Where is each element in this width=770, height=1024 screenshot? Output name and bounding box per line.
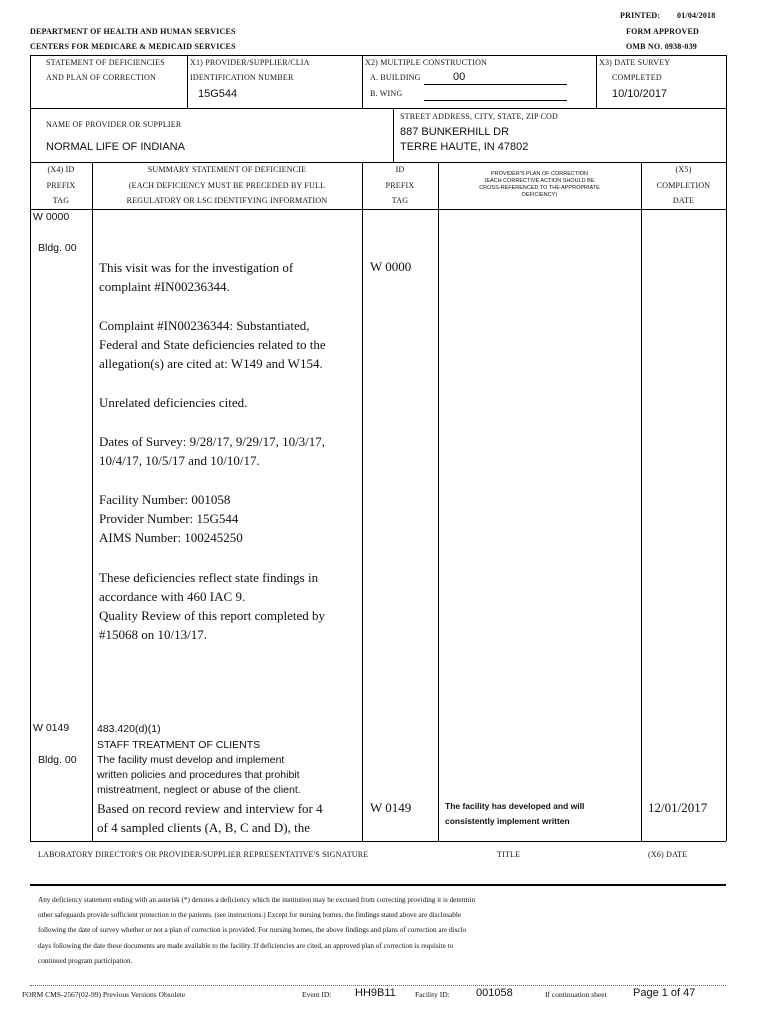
entry1-text: These deficiencies reflect state findings in: [99, 570, 319, 585]
entry1-text: Complaint #IN00236344: Substantiated,: [99, 318, 310, 333]
entry1-text: AIMS Number: 100245250: [99, 530, 243, 545]
provider-name-label: NAME OF PROVIDER OR SUPPLIER: [46, 120, 182, 129]
summary-header: (EACH DEFICIENCY MUST BE PRECEDED BY FULL: [128, 181, 326, 190]
continuation-label: If continuation sheet: [545, 990, 607, 999]
entry1-text: 10/4/17, 10/5/17 and 10/10/17.: [99, 453, 260, 468]
entry1-text: Federal and State deficiencies related to the: [99, 337, 326, 352]
grid-line: [641, 162, 642, 841]
grid-line: [30, 55, 726, 56]
provider-name-value: NORMAL LIFE OF INDIANA: [46, 141, 185, 153]
entry2-standard: The facility must develop and implement: [97, 754, 285, 766]
printed-date: 01/04/2018: [677, 11, 716, 20]
entry2-plan: consistently implement written: [445, 816, 570, 826]
id-header: TAG: [391, 196, 409, 205]
entry2-text: of 4 sampled clients (A, B, C and D), the: [97, 820, 311, 835]
wing-underline: [424, 100, 567, 101]
entry2-bldg: Bldg. 00: [38, 754, 77, 766]
entry1-text: Quality Review of this report completed by: [99, 608, 326, 623]
x5-header: DATE: [672, 196, 695, 205]
provider-id-label: X1) PROVIDER/SUPPLIER/CLIA: [190, 58, 310, 67]
centers-name: CENTERS FOR MEDICARE & MEDICAID SERVICES: [30, 42, 236, 51]
entry2-standard: written policies and procedures that prohibit: [97, 769, 300, 781]
divider: [30, 985, 726, 986]
address-label: STREET ADDRESS, CITY, STATE, ZIP COD: [400, 112, 558, 121]
omb-number: OMB NO. 0938-039: [626, 42, 697, 51]
form-number: FORM CMS-2567(02-99) Previous Versions Obsolete: [22, 990, 186, 999]
disclaimer-text: continued program participation.: [38, 957, 133, 965]
event-id-label: Event ID:: [302, 990, 332, 999]
entry1-text: #15068 on 10/13/17.: [99, 627, 207, 642]
x5-header: (X5): [675, 165, 692, 174]
id-header: ID: [395, 165, 405, 174]
grid-line: [30, 162, 726, 163]
form-approved: FORM APPROVED: [626, 27, 700, 36]
entry2-text: Based on record review and interview for 4: [97, 801, 323, 816]
address-line1: 887 BUNKERHILL DR: [400, 126, 510, 138]
building-underline: [424, 84, 567, 85]
grid-line: [362, 55, 363, 108]
provider-id-value: 15G544: [198, 88, 238, 100]
date-survey-label: X3) DATE SURVEY: [599, 58, 671, 67]
x5-header: COMPLETION: [656, 181, 711, 190]
entry1-text: Unrelated deficiencies cited.: [99, 395, 248, 410]
page-number: Page 1 of 47: [633, 987, 696, 999]
wing-label: B. WING: [370, 89, 403, 98]
date-survey-label: COMPLETED: [612, 73, 662, 82]
grid-line: [30, 209, 726, 210]
building-value: 00: [453, 71, 466, 83]
entry1-id-tag: W 0000: [370, 259, 412, 274]
grid-line: [187, 55, 188, 108]
grid-line: [393, 108, 394, 162]
entry1-text: Dates of Survey: 9/28/17, 9/29/17, 10/3/17,: [99, 434, 326, 449]
plan-header: PROVIDER'S PLAN OF CORRECTION: [490, 171, 588, 177]
disclaimer-text: following the date of survey whether or not a plan of correction is provided. For nursing homes, the above findings and plans of correction are disclo: [38, 926, 467, 934]
plan-header: (EACH CORRECTIVE ACTION SHOULD BE: [484, 178, 595, 184]
entry2-title: STAFF TREATMENT OF CLIENTS: [97, 739, 261, 751]
entry2-completion-date: 12/01/2017: [648, 800, 708, 815]
provider-id-label: IDENTIFICATION NUMBER: [190, 73, 294, 82]
date-survey-value: 10/10/2017: [612, 88, 668, 100]
grid-line: [726, 55, 727, 841]
entry2-id-tag: W 0149: [370, 800, 412, 815]
address-line2: TERRE HAUTE, IN 47802: [400, 141, 529, 153]
statement-label: AND PLAN OF CORRECTION: [46, 73, 156, 82]
entry1-text: complaint #IN00236344.: [99, 279, 230, 294]
entry2-standard: mistreatment, neglect or abuse of the client.: [97, 784, 301, 796]
grid-line: [30, 108, 726, 109]
entry2-regulation: 483.420(d)(1): [97, 723, 161, 735]
multiple-construction-label: X2) MULTIPLE CONSTRUCTION: [365, 58, 488, 67]
grid-line: [30, 841, 726, 842]
entry1-tag: W 0000: [33, 211, 70, 223]
entry2-tag: W 0149: [33, 722, 70, 734]
summary-header: SUMMARY STATEMENT OF DEFICIENCIE: [147, 165, 307, 174]
building-label: A. BUILDING: [370, 73, 421, 82]
x4-header: TAG: [52, 196, 70, 205]
entry1-text: Facility Number: 001058: [99, 492, 231, 507]
department-name: DEPARTMENT OF HEALTH AND HUMAN SERVICES: [30, 27, 236, 36]
grid-line: [362, 162, 363, 841]
disclaimer-text: days following the date these documents are made available to the facility. If deficiencies are cited, an approved plan of correction is requisite to: [38, 942, 454, 950]
id-header: PREFIX: [385, 181, 415, 190]
entry1-text: allegation(s) are cited at: W149 and W154.: [99, 356, 323, 371]
entry2-plan: The facility has developed and will: [445, 801, 585, 811]
disclaimer-text: other safeguards provide sufficient protection to the patients. (see instructions.) Except for nursing homes, the findings stated above are disclosable: [38, 911, 462, 919]
grid-line: [438, 162, 439, 841]
disclaimer-text: Any deficiency statement ending with an asterisk (*) denotes a deficiency which the institution may be excused from correcting providing it is determin: [38, 896, 476, 904]
entry1-bldg: Bldg. 00: [38, 242, 77, 254]
x4-header: PREFIX: [46, 181, 76, 190]
entry1-text: accordance with 460 IAC 9.: [99, 589, 246, 604]
grid-line: [92, 162, 93, 841]
signature-label: LABORATORY DIRECTOR'S OR PROVIDER/SUPPLIER REPRESENTATIVE'S SIGNATURE: [38, 850, 369, 859]
statement-label: STATEMENT OF DEFICIENCIES: [46, 58, 165, 67]
entry1-text: Provider Number: 15G544: [99, 511, 239, 526]
grid-line: [596, 55, 597, 108]
divider: [30, 884, 726, 886]
plan-header: CROSS-REFERENCED TO THE APPROPRIATE: [479, 185, 600, 191]
x6-date-label: (X6) DATE: [648, 850, 688, 859]
plan-header: DEFICIENCY): [521, 192, 558, 198]
title-label: TITLE: [497, 850, 521, 859]
summary-header: REGULATORY OR LSC IDENTIFYING INFORMATION: [126, 196, 328, 205]
facility-id-value: 001058: [476, 987, 513, 999]
printed-label: PRINTED:: [620, 11, 661, 20]
x4-header: (X4) ID: [47, 165, 75, 174]
facility-id-label: Facility ID:: [415, 990, 450, 999]
entry1-text: This visit was for the investigation of: [99, 260, 294, 275]
event-id-value: HH9B11: [355, 987, 396, 999]
